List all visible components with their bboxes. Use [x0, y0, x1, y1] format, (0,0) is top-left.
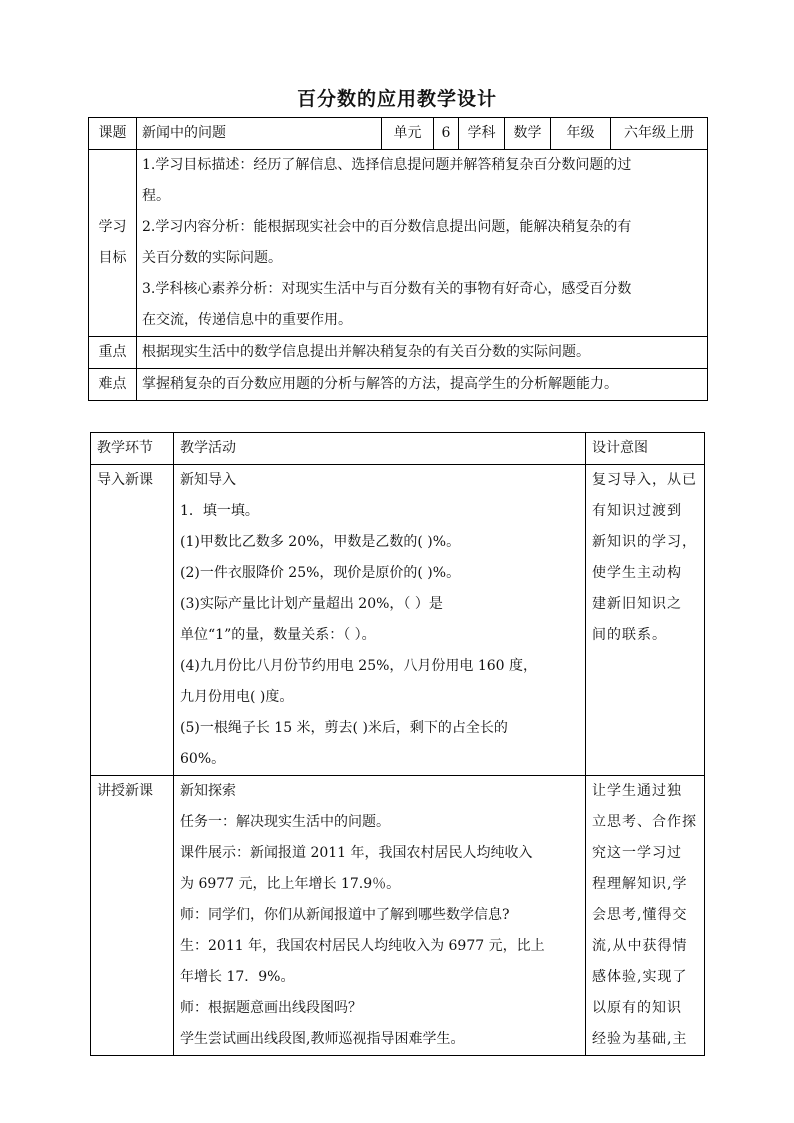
activity-line: (2)一件衣服降价 25%，现价是原价的( )%。 — [180, 565, 461, 581]
activity-line: 新知探索 — [180, 783, 236, 799]
intent-line: 感体验,实现了 — [592, 969, 688, 985]
intent-line: 立思考、合作探 — [592, 814, 697, 830]
activity-line: (4)九月份比八月份节约用电 25%，八月份用电 160 度， — [180, 658, 538, 674]
goals-label — [89, 150, 137, 337]
goals-label-line-2: 目标 — [98, 250, 127, 266]
intent-line: 经验为基础,主 — [592, 1031, 688, 1047]
activity-cell — [174, 776, 586, 1056]
table-row — [91, 776, 705, 1056]
activity-line: 学生尝试画出线段图,教师巡视指导困难学生。 — [180, 1031, 465, 1047]
difficulty-value: 掌握稍复杂的百分数应用题的分析与解答的方法，提高学生的分析解题能力。 — [137, 369, 708, 401]
intent-line: 建新旧知识之 — [592, 596, 682, 612]
header-stage: 教学环节 — [91, 433, 174, 465]
difficulty-label: 难点 — [89, 369, 137, 401]
activity-line: 师：根据题意画出线段图吗？ — [180, 1000, 362, 1016]
goal-line: 2.学习内容分析：能根据现实社会中的百分数信息提出问题，能解决稍复杂的有 — [142, 219, 632, 235]
intent-line: 新知识的学习， — [592, 534, 697, 550]
header-intent: 设计意图 — [586, 433, 705, 465]
stage-cell: 讲授新课 — [91, 776, 174, 1056]
activity-cell — [174, 465, 586, 776]
topic-label: 课题 — [89, 118, 137, 150]
goals-label-line-1: 学习 — [98, 219, 127, 235]
intent-line: 以原有的知识 — [592, 1000, 682, 1016]
goal-line: 3.学科核心素养分析：对现实生活中与百分数有关的事物有好奇心，感受百分数 — [142, 281, 632, 297]
intent-line: 使学生主动构 — [592, 565, 682, 581]
activity-line: 为 6977 元，比上年增长 17.9％。 — [180, 876, 401, 892]
goal-line: 在交流，传递信息中的重要作用。 — [142, 312, 352, 328]
intent-cell — [586, 776, 705, 1056]
activity-line: 新知导入 — [180, 472, 236, 488]
stage-cell: 导入新课 — [91, 465, 174, 776]
lesson-plan-table — [90, 432, 705, 1056]
intent-line: 复习导入，从已 — [592, 472, 697, 488]
info-table — [88, 117, 708, 401]
activity-line: 1．填一填。 — [180, 503, 259, 519]
activity-line: 九月份用电( )度。 — [180, 689, 294, 705]
subject-value: 数学 — [505, 118, 551, 150]
intent-line: 流,从中获得情 — [592, 938, 688, 954]
activity-line: 年增长 17．9%。 — [180, 969, 295, 985]
topic-value: 新闻中的问题 — [137, 118, 382, 150]
goal-line: 1.学习目标描述：经历了解信息、选择信息提问题并解答稍复杂百分数问题的过 — [142, 157, 632, 173]
activity-line: 60%。 — [180, 751, 226, 767]
grade-value: 六年级上册 — [611, 118, 708, 150]
grade-label: 年级 — [551, 118, 611, 150]
subject-label: 学科 — [459, 118, 505, 150]
document-title: 百分数的应用教学设计 — [296, 88, 497, 110]
intent-cell — [586, 465, 705, 776]
key-point-value: 根据现实生活中的数学信息提出并解决稍复杂的有关百分数的实际问题。 — [137, 337, 708, 369]
goal-line: 程。 — [142, 188, 170, 204]
intent-line: 究这一学习过 — [592, 845, 682, 861]
activity-line: 单位“1”的量，数量关系：（ ）。 — [180, 627, 376, 643]
intent-line: 会思考,懂得交 — [592, 907, 688, 923]
activity-line: (3)实际产量比计划产量超出 20%，（ ）是 — [180, 596, 443, 612]
activity-line: 任务一：解决现实生活中的问题。 — [180, 814, 390, 830]
activity-line: (1)甲数比乙数多 20%，甲数是乙数的( )%。 — [180, 534, 461, 550]
intent-line: 让学生通过独 — [592, 783, 682, 799]
unit-value: 6 — [434, 118, 459, 150]
unit-label: 单元 — [382, 118, 434, 150]
intent-line: 间的联系。 — [592, 627, 667, 643]
header-activity: 教学活动 — [174, 433, 586, 465]
key-point-label: 重点 — [89, 337, 137, 369]
goals-content — [137, 150, 708, 337]
intent-line: 程理解知识,学 — [592, 876, 688, 892]
activity-line: 课件展示：新闻报道 2011 年，我国农村居民人均纯收入 — [180, 845, 533, 861]
activity-line: 生：2011 年，我国农村居民人均纯收入为 6977 元，比上 — [180, 938, 545, 954]
goal-line: 关百分数的实际问题。 — [142, 250, 282, 266]
intent-line: 有知识过渡到 — [592, 503, 682, 519]
activity-line: 师：同学们，你们从新闻报道中了解到哪些数学信息? — [180, 907, 510, 923]
table-row — [91, 465, 705, 776]
activity-line: (5)一根绳子长 15 米，剪去( )米后，剩下的占全长的 — [180, 720, 508, 736]
